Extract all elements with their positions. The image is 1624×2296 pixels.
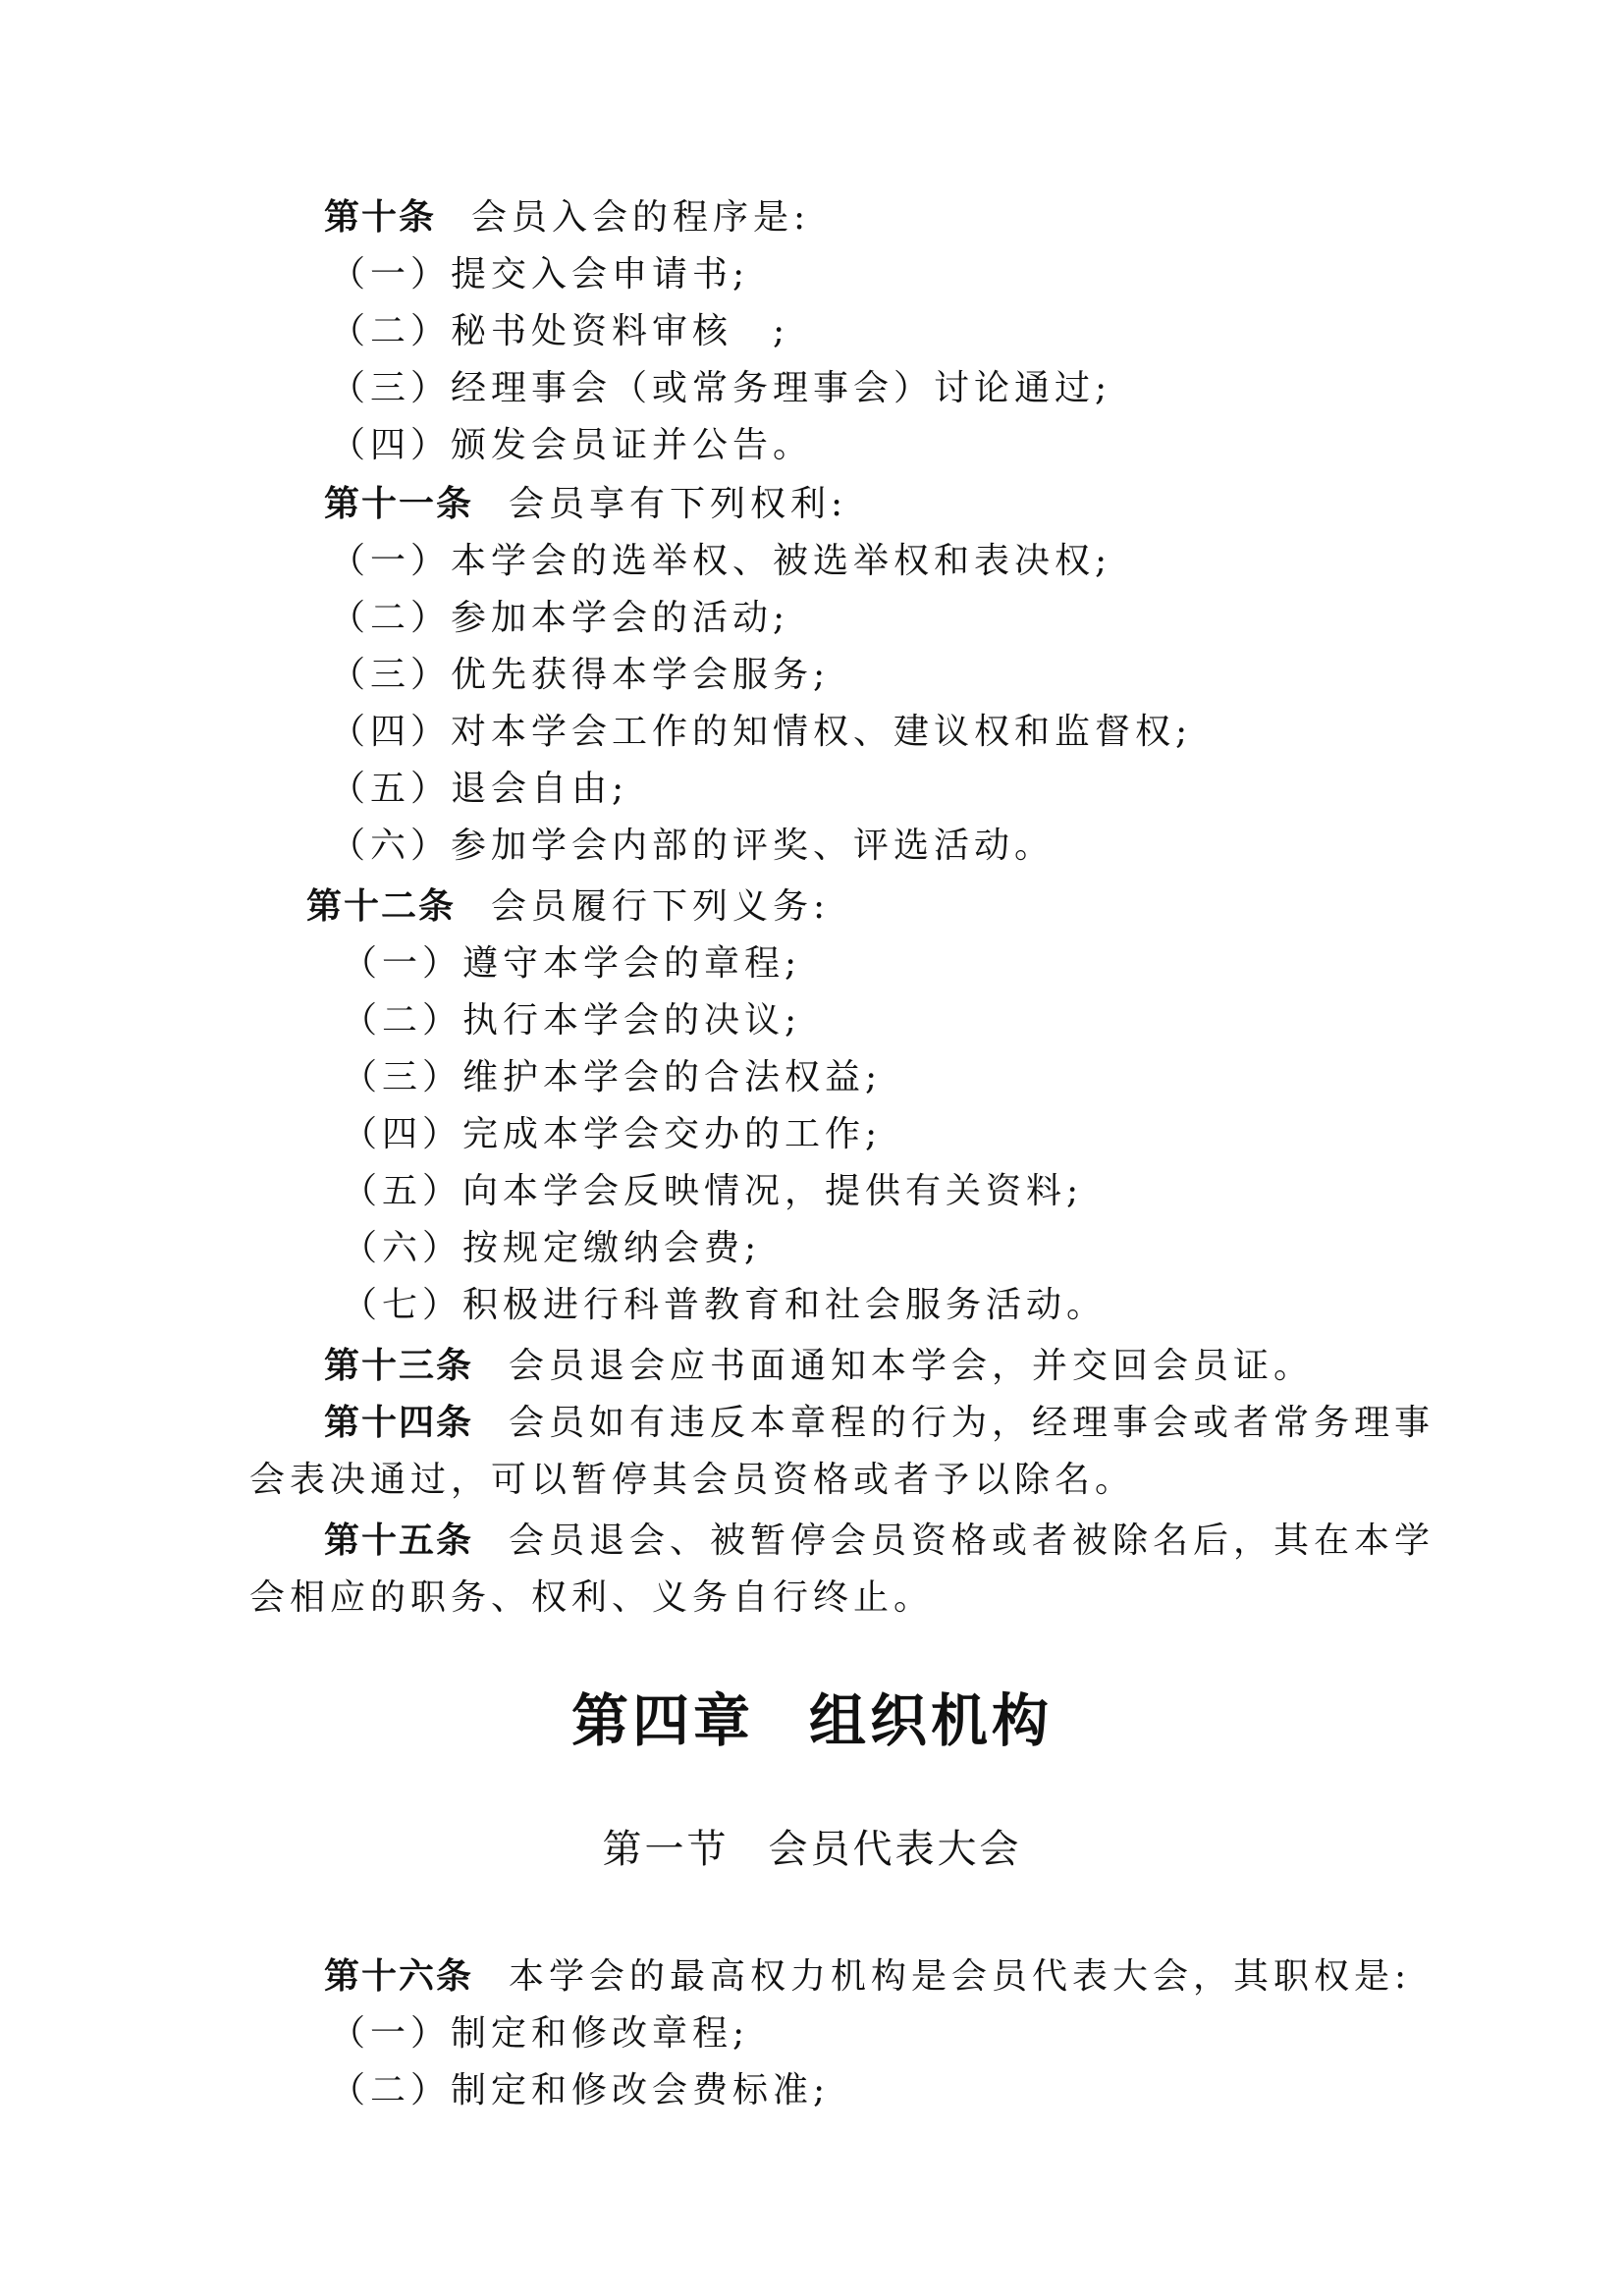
article-label: 第十四条 <box>324 1403 474 1443</box>
list-item: （一）遵守本学会的章程; <box>342 943 802 984</box>
section-number: 第一节 <box>602 1827 730 1872</box>
chapter-number: 第四章 <box>570 1687 754 1754</box>
article-11 <box>324 481 847 528</box>
section-title: 会员代表大会 <box>768 1827 1022 1872</box>
list-item: （一）本学会的选举权、被选举权和表决权; <box>330 541 1112 581</box>
article-text: 会员如有违反本章程的行为，经理事会或者常务理事 <box>509 1403 1435 1443</box>
article-12 <box>306 883 830 931</box>
article-label: 第十二条 <box>306 886 457 927</box>
article-14 <box>324 1400 1435 1447</box>
list-item: （五）向本学会反映情况，提供有关资料; <box>342 1171 1084 1211</box>
article-text: 会员退会、被暂停会员资格或者被除名后，其在本学 <box>509 1521 1435 1561</box>
section-heading <box>0 1824 1624 1875</box>
list-item: （六）按规定缴纳会费; <box>342 1228 762 1268</box>
list-item: （三）优先获得本学会服务; <box>330 655 831 695</box>
article-label: 第十五条 <box>324 1521 474 1561</box>
list-item: （一）制定和修改章程; <box>330 2013 750 2054</box>
chapter-heading <box>0 1686 1624 1755</box>
article-14-continued: 会表决通过，可以暂停其会员资格或者予以除名。 <box>249 1460 1136 1500</box>
article-text: 会员履行下列义务: <box>491 886 831 927</box>
list-item: （二）执行本学会的决议; <box>342 1000 802 1041</box>
article-16 <box>324 1953 1411 2001</box>
list-item: （一）提交入会申请书; <box>330 254 750 294</box>
article-label: 第十一条 <box>324 484 474 524</box>
article-13 <box>324 1343 1314 1390</box>
list-item: （二）制定和修改会费标准; <box>330 2070 831 2110</box>
list-item: （三）维护本学会的合法权益; <box>342 1057 883 1097</box>
article-text: 会员享有下列权利: <box>509 484 848 524</box>
article-text: 会员入会的程序是: <box>471 197 811 238</box>
article-15-continued: 会相应的职务、权利、义务自行终止。 <box>249 1577 935 1618</box>
list-item: （七）积极进行科普教育和社会服务活动。 <box>342 1285 1108 1325</box>
article-10 <box>324 194 810 241</box>
list-item: （三）经理事会（或常务理事会）讨论通过; <box>330 368 1112 408</box>
chapter-title: 组织机构 <box>809 1687 1054 1754</box>
article-label: 第十三条 <box>324 1346 474 1386</box>
list-item: （四）完成本学会交办的工作; <box>342 1114 883 1154</box>
list-item: （五）退会自由; <box>330 769 629 809</box>
article-15 <box>324 1518 1435 1565</box>
list-item: （二）秘书处资料审核 ; <box>330 311 790 351</box>
article-label: 第十条 <box>324 197 437 238</box>
article-label: 第十六条 <box>324 1956 474 1997</box>
list-item: （二）参加本学会的活动; <box>330 598 790 638</box>
list-item: （六）参加学会内部的评奖、评选活动。 <box>330 826 1056 866</box>
list-item: （四）颁发会员证并公告。 <box>330 425 814 465</box>
list-item: （四）对本学会工作的知情权、建议权和监督权; <box>330 712 1193 752</box>
article-text: 本学会的最高权力机构是会员代表大会，其职权是: <box>509 1956 1412 1997</box>
article-text: 会员退会应书面通知本学会，并交回会员证。 <box>509 1346 1315 1386</box>
